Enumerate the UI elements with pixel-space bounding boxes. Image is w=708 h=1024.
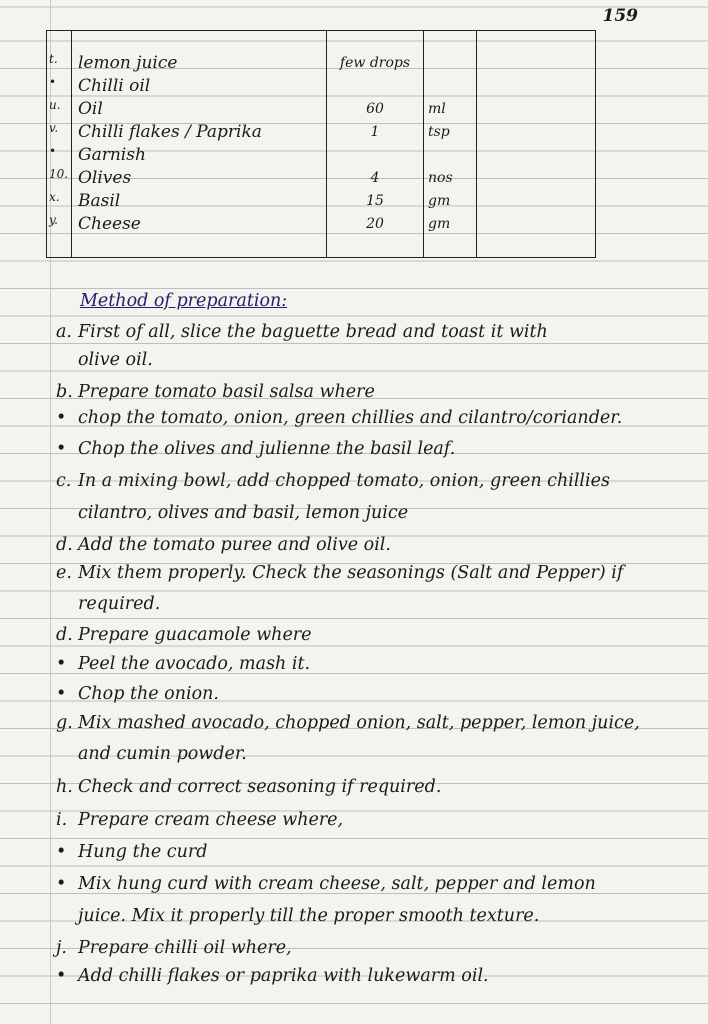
step-text: chop the tomato, onion, green chillies and cilantro/coriander. — [78, 408, 623, 428]
step-label: g. — [56, 713, 73, 733]
unit-column — [424, 31, 477, 258]
step-label: d. — [56, 535, 73, 555]
step-text: olive oil. — [78, 350, 153, 370]
step-text: and cumin powder. — [78, 744, 247, 764]
ingredient-name: Basil — [78, 191, 121, 211]
method-line — [56, 471, 610, 491]
ingredient-unit: tsp — [428, 124, 450, 140]
ingredient-unit: ml — [428, 101, 446, 117]
blank-column — [477, 31, 596, 258]
method-line — [56, 322, 548, 342]
ingredient-name-column — [72, 31, 327, 258]
step-label: h. — [56, 777, 73, 797]
method-line — [56, 874, 596, 894]
ingredient-unit: gm — [428, 216, 451, 232]
step-text: Add chilli flakes or paprika with lukewarm oil. — [78, 966, 489, 986]
step-label: d. — [56, 625, 73, 645]
method-line — [56, 654, 310, 674]
ingredients-table — [46, 30, 596, 258]
step-text: Mix hung curd with cream cheese, salt, pepper and lemon — [78, 874, 596, 894]
table-index: • — [49, 144, 57, 158]
step-text: Add the tomato puree and olive oil. — [78, 535, 391, 555]
step-text: cilantro, olives and basil, lemon juice — [78, 503, 409, 523]
table-index: 10. — [49, 167, 69, 181]
step-label: e. — [56, 563, 72, 583]
method-line — [56, 382, 375, 402]
method-line — [56, 810, 343, 830]
step-text: required. — [78, 594, 161, 614]
method-line — [56, 906, 539, 926]
step-text: Chop the olives and julienne the basil leaf. — [78, 439, 456, 459]
table-index: t. — [49, 52, 58, 66]
ingredient-unit — [428, 75, 472, 98]
method-line — [56, 439, 455, 459]
method-line — [56, 777, 441, 797]
ingredient-quantity: 60 — [366, 101, 384, 117]
step-text: Prepare chilli oil where, — [78, 938, 292, 958]
step-text: In a mixing bowl, add chopped tomato, onion, green chillies — [78, 471, 610, 491]
step-label: i. — [56, 810, 68, 830]
table-index: u. — [49, 98, 61, 112]
step-label: • — [56, 654, 67, 674]
step-label: • — [56, 842, 67, 862]
method-line — [56, 684, 219, 704]
step-text: Mix them properly. Check the seasonings (Salt and Pepper) if — [78, 563, 624, 583]
method-line — [56, 563, 623, 583]
ingredient-name: Garnish — [78, 145, 146, 165]
step-label: • — [56, 684, 67, 704]
ingredient-quantity: few drops — [339, 55, 411, 71]
method-line — [56, 350, 153, 370]
ingredient-quantity: 1 — [370, 124, 380, 140]
step-text: Prepare cream cheese where, — [78, 810, 344, 830]
page-number: 159 — [602, 6, 638, 26]
step-text: Prepare tomato basil salsa where — [78, 382, 375, 402]
ingredient-name: Oil — [78, 99, 103, 119]
table-index: x. — [49, 190, 60, 204]
method-line — [56, 503, 408, 523]
step-text: juice. Mix it properly till the proper smooth texture. — [78, 906, 540, 926]
ingredient-name: Olives — [78, 168, 132, 188]
table-index: • — [49, 75, 57, 89]
step-text: Hung the curd — [78, 842, 208, 862]
method-line — [56, 713, 640, 733]
method-heading: Method of preparation: — [80, 291, 288, 311]
ingredient-name: Chilli flakes / Paprika — [78, 122, 262, 142]
ingredient-unit: gm — [428, 193, 451, 209]
step-text: Prepare guacamole where — [78, 625, 312, 645]
ingredient-unit: nos — [428, 170, 453, 186]
ingredient-quantity: 20 — [366, 216, 384, 232]
ingredient-unit — [428, 52, 472, 75]
method-line — [56, 966, 489, 986]
step-text: Mix mashed avocado, chopped onion, salt, pepper, lemon juice, — [78, 713, 640, 733]
ingredient-quantity: 4 — [370, 170, 380, 186]
ingredient-name: Chilli oil — [78, 76, 151, 96]
ingredient-quantity — [331, 144, 419, 167]
method-line — [56, 842, 207, 862]
table-index: y. — [49, 213, 58, 227]
step-label: • — [56, 966, 67, 986]
method-line — [56, 408, 622, 428]
ingredient-quantity: 15 — [366, 193, 384, 209]
method-line — [56, 535, 391, 555]
quantity-column — [327, 31, 424, 258]
step-text: First of all, slice the baguette bread and toast it with — [78, 322, 548, 342]
step-text: Check and correct seasoning if required. — [78, 777, 442, 797]
table-index: v. — [49, 121, 59, 135]
step-label: c. — [56, 471, 72, 491]
index-column — [47, 31, 72, 258]
ingredient-quantity — [331, 75, 419, 98]
method-line — [56, 625, 312, 645]
ingredient-unit — [428, 144, 472, 167]
ingredient-name: Cheese — [78, 214, 141, 234]
step-label: a. — [56, 322, 72, 342]
step-label: • — [56, 439, 67, 459]
step-label: j. — [56, 938, 67, 958]
step-label: • — [56, 874, 67, 894]
method-line — [56, 594, 160, 614]
method-line — [56, 744, 247, 764]
step-text: Peel the avocado, mash it. — [78, 654, 311, 674]
method-line — [56, 938, 292, 958]
ingredient-name: lemon juice — [78, 53, 178, 73]
step-label: • — [56, 408, 67, 428]
step-label: b. — [56, 382, 73, 402]
step-text: Chop the onion. — [78, 684, 219, 704]
